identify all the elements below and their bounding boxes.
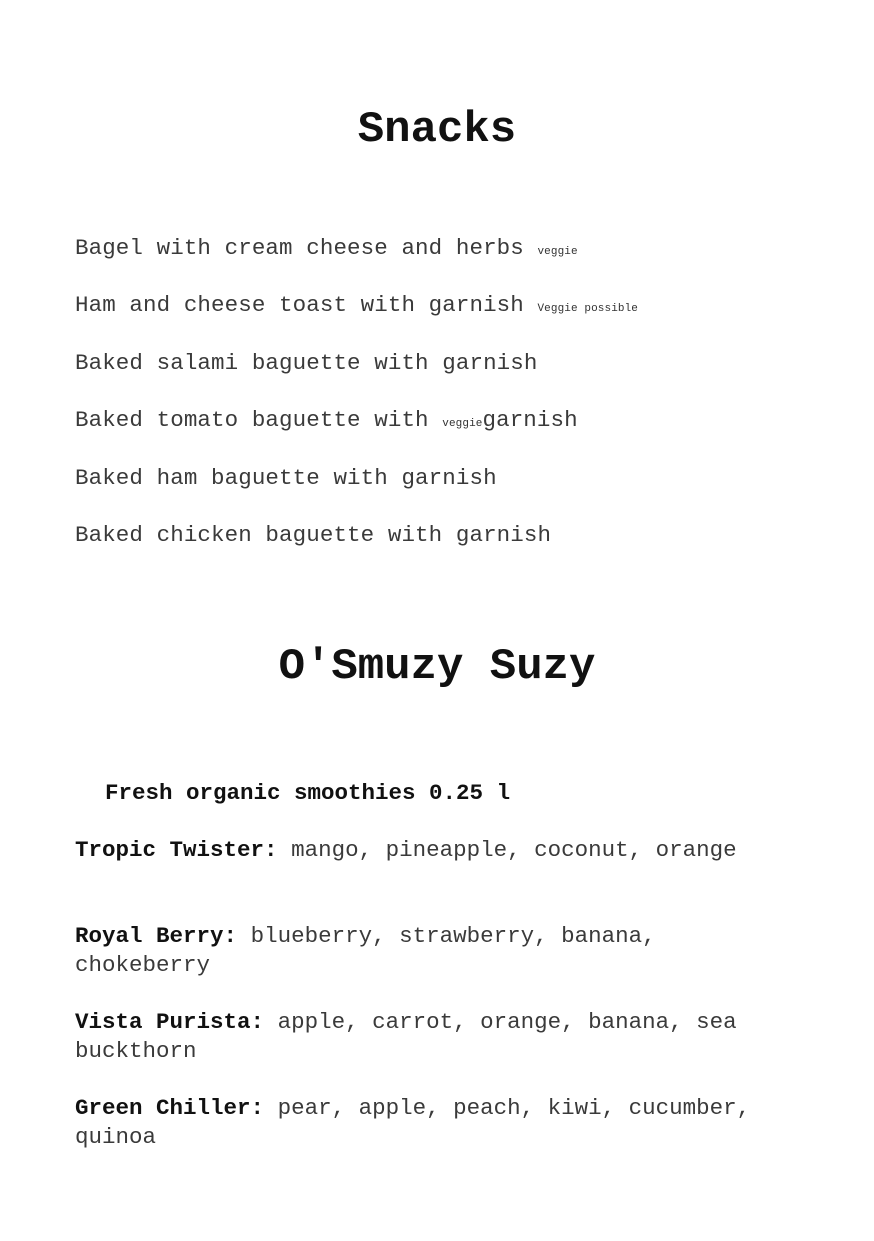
smoothie-item: Tropic Twister: mango, pineapple, coconut, orange <box>75 837 737 863</box>
smoothie-item: Royal Berry: blueberry, strawberry, banana, chokeberry <box>75 923 656 978</box>
snack-name: Baked salami baguette with garnish <box>75 350 538 376</box>
snack-name: Baked chicken baguette with garnish <box>75 522 552 548</box>
snack-name: Ham and cheese toast with garnish <box>75 292 524 318</box>
snack-name-part: garnish <box>482 407 578 433</box>
veggie-tag: veggie <box>537 246 578 258</box>
snacks-title: Snacks <box>357 105 517 155</box>
smoothie-ingredients: mango, pineapple, coconut, orange <box>291 837 737 863</box>
smoothie-name: Green Chiller <box>75 1095 251 1121</box>
smoothie-ingredients: pear, apple, peach, kiwi, cucumber, quinoa <box>75 1095 751 1150</box>
snack-name-part: Baked tomato baguette with <box>75 407 429 433</box>
smoothie-name: Vista Purista <box>75 1009 251 1035</box>
snack-name: Bagel with cream cheese and herbs <box>75 235 524 261</box>
smoothie-item: Green Chiller: pear, apple, peach, kiwi, cucumber, quinoa <box>75 1095 751 1150</box>
smoothie-item: Vista Purista: apple, carrot, orange, banana, sea buckthorn <box>75 1009 737 1064</box>
smoothie-title: O'Smuzy Suzy <box>278 642 596 692</box>
smoothie-name: Royal Berry <box>75 923 224 949</box>
snack-item <box>75 352 537 375</box>
snack-item <box>75 294 638 317</box>
veggie-tag: veggie <box>442 418 483 430</box>
smoothie-subtitle: Fresh organic smoothies 0.25 l <box>105 780 511 806</box>
snack-item <box>75 409 578 432</box>
smoothie-ingredients: blueberry, strawberry, banana, chokeberry <box>75 923 656 978</box>
snack-name: Baked ham baguette with garnish <box>75 465 497 491</box>
snack-item <box>75 467 497 490</box>
snack-item <box>75 237 578 260</box>
smoothie-ingredients: apple, carrot, orange, banana, sea buckthorn <box>75 1009 737 1064</box>
veggie-tag: Veggie possible <box>537 303 639 315</box>
smoothie-name: Tropic Twister <box>75 837 265 863</box>
snack-item <box>75 524 551 547</box>
